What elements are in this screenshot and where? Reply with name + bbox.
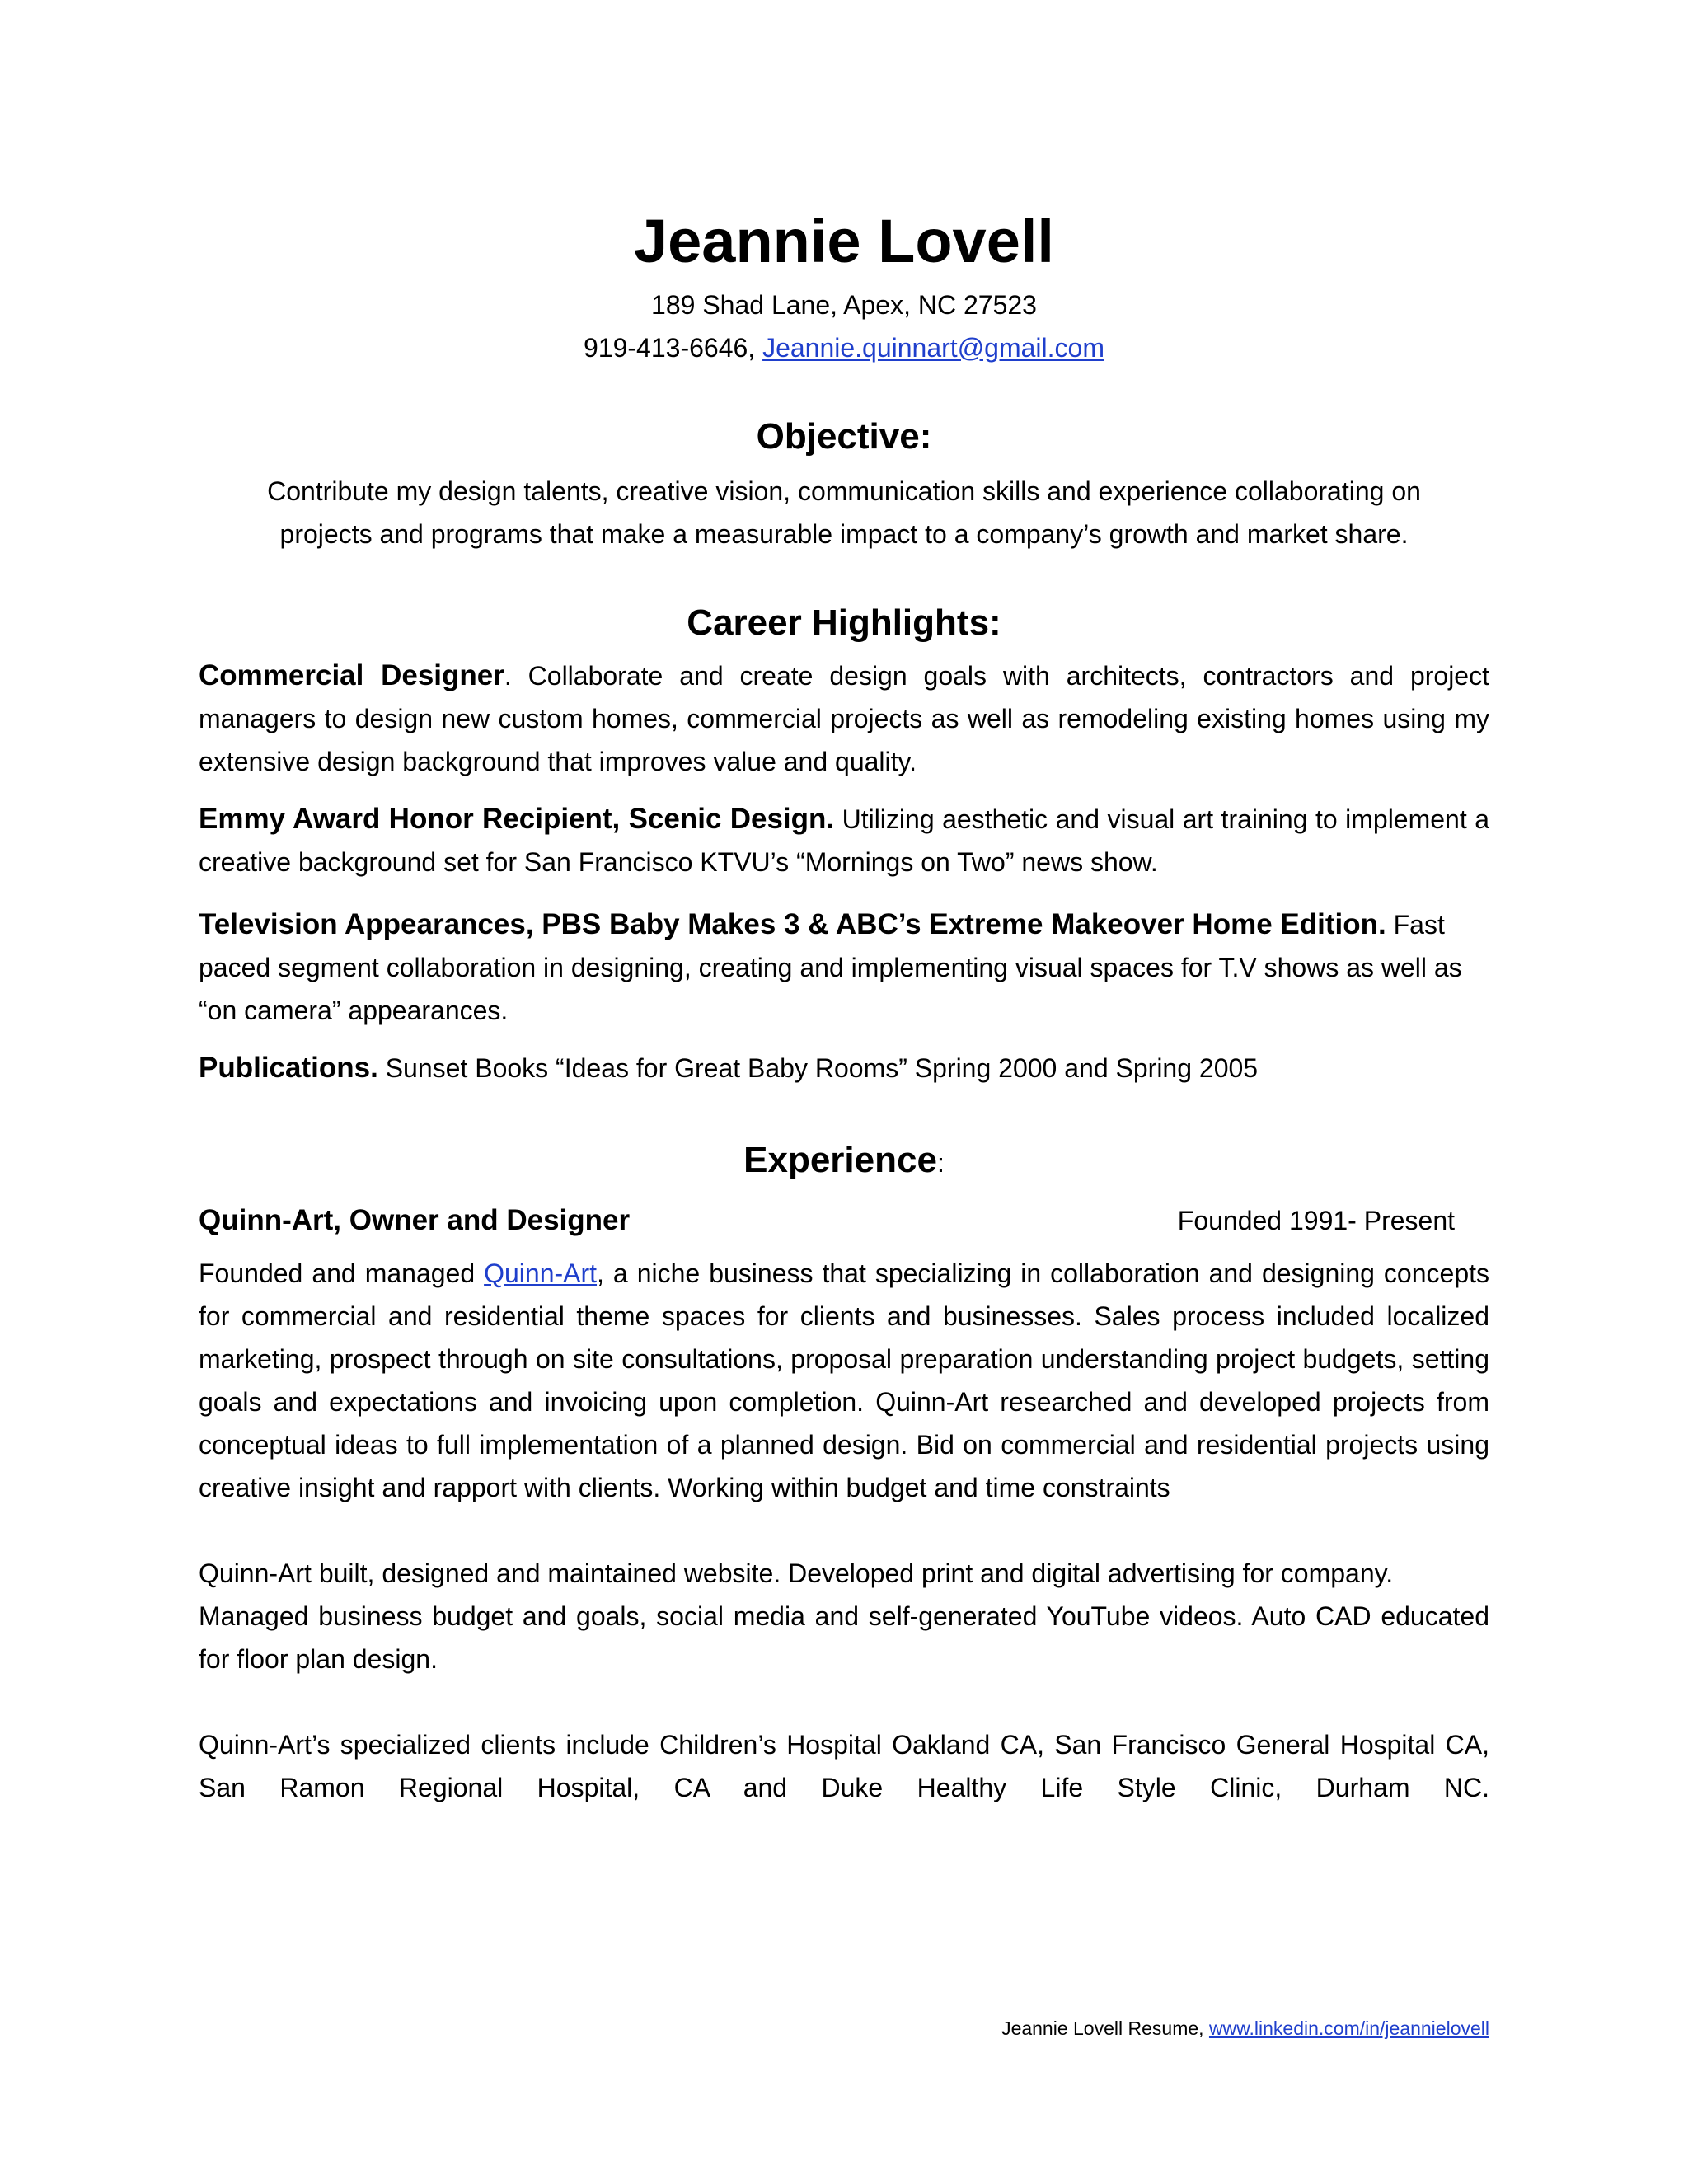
highlight-title: Emmy Award Honor Recipient, Scenic Design.: [199, 803, 835, 835]
highlight-item: [199, 903, 1489, 1032]
page-footer: [0, 2016, 1489, 2041]
address: 189 Shad Lane, Apex, NC 27523: [651, 290, 1037, 320]
career-highlights-section: [199, 598, 1489, 1090]
job-description: [199, 1252, 1489, 1509]
job-dates: Founded 1991- Present: [1177, 1206, 1455, 1235]
highlight-title: Commercial Designer: [199, 659, 504, 691]
job-title: Quinn-Art, Owner and Designer: [199, 1204, 631, 1236]
candidate-name: Jeannie Lovell: [634, 207, 1054, 275]
footer-label: Jeannie Lovell Resume,: [1001, 2018, 1209, 2039]
email-link[interactable]: Jeannie.quinnart@gmail.com: [762, 333, 1104, 363]
job-desc-text: Founded and managed: [199, 1258, 485, 1288]
phone: 919-413-6646,: [584, 333, 763, 363]
experience-section: [199, 1136, 1489, 1809]
job-website-text: Managed business budget and goals, social media and self-generated YouTube videos. Auto CAD educated for floor plan design.: [199, 1601, 1489, 1674]
linkedin-link[interactable]: www.linkedin.com/in/jeannielovell: [1208, 2018, 1489, 2039]
highlight-item: [199, 654, 1489, 783]
highlight-title: Publications.: [199, 1052, 378, 1084]
job-website-paragraph: [199, 1552, 1489, 1680]
highlight-text: Fast paced segment collaboration in designing, creating and implementing visual spaces for T.V shows as well as “on camera” appearances.: [199, 910, 1462, 1025]
objective-line: Contribute my design talents, creative vision, communication skills and experience collaborating on: [267, 476, 1421, 506]
career-highlights-heading: Career Highlights:: [687, 602, 1001, 643]
job-desc-text: , a niche business that specializing in collaboration and designing concepts for commercial and residential theme spaces for clients and businesses. Sales process included localized marketing, prospect through on site consultations, proposal preparation understanding project budgets, setting goals and expectations and invoicing upon completion. Quinn-Art researched and developed projects from conceptual ideas to full implementation of a planned design. Bid on commercial and residential projects using creative insight and rapport with clients. Working within budget and time constraints: [199, 1258, 1489, 1502]
experience-heading-text: Experience: [743, 1140, 937, 1180]
job-header: [199, 1197, 1489, 1244]
highlight-text: Sunset Books “Ideas for Great Baby Rooms” Spring 2000 and Spring 2005: [377, 1053, 1259, 1083]
resume-content: [199, 204, 1489, 1809]
objective-line: projects and programs that make a measurable impact to a company’s growth and market share.: [279, 519, 1409, 549]
experience-heading: [199, 1136, 1489, 1188]
experience-heading-colon: :: [936, 1148, 945, 1178]
job-clients-paragraph: Quinn-Art’s specialized clients include Children’s Hospital Oakland CA, San Francisco General Hospital CA, San Ramon Regional Hospital, CA and Duke Healthy Life Style Clinic, Durham NC.: [199, 1730, 1489, 1802]
job-website-line: Quinn-Art built, designed and maintained website. Developed print and digital advertising for company.: [199, 1558, 1394, 1588]
highlight-text: . Collaborate and create design goals with architects, contractors and project managers to design new custom homes, commercial projects as well as remodeling existing homes using my extensive design background that improves value and quality.: [199, 661, 1489, 776]
quinn-art-link[interactable]: Quinn-Art: [484, 1258, 598, 1288]
objective-text: [199, 470, 1489, 555]
highlight-item: [199, 798, 1489, 883]
highlight-title: Television Appearances, PBS Baby Makes 3 & ABC’s Extreme Makeover Home Edition.: [199, 908, 1386, 940]
resume-header: [199, 204, 1489, 369]
objective-heading: Objective:: [756, 416, 932, 457]
highlight-item: [199, 1047, 1489, 1090]
contact-line: [199, 326, 1489, 369]
objective-section: [199, 412, 1489, 555]
highlight-text: Utilizing aesthetic and visual art training to implement a creative background set for San Francisco KTVU’s “Mornings on Two” news show.: [199, 804, 1489, 877]
